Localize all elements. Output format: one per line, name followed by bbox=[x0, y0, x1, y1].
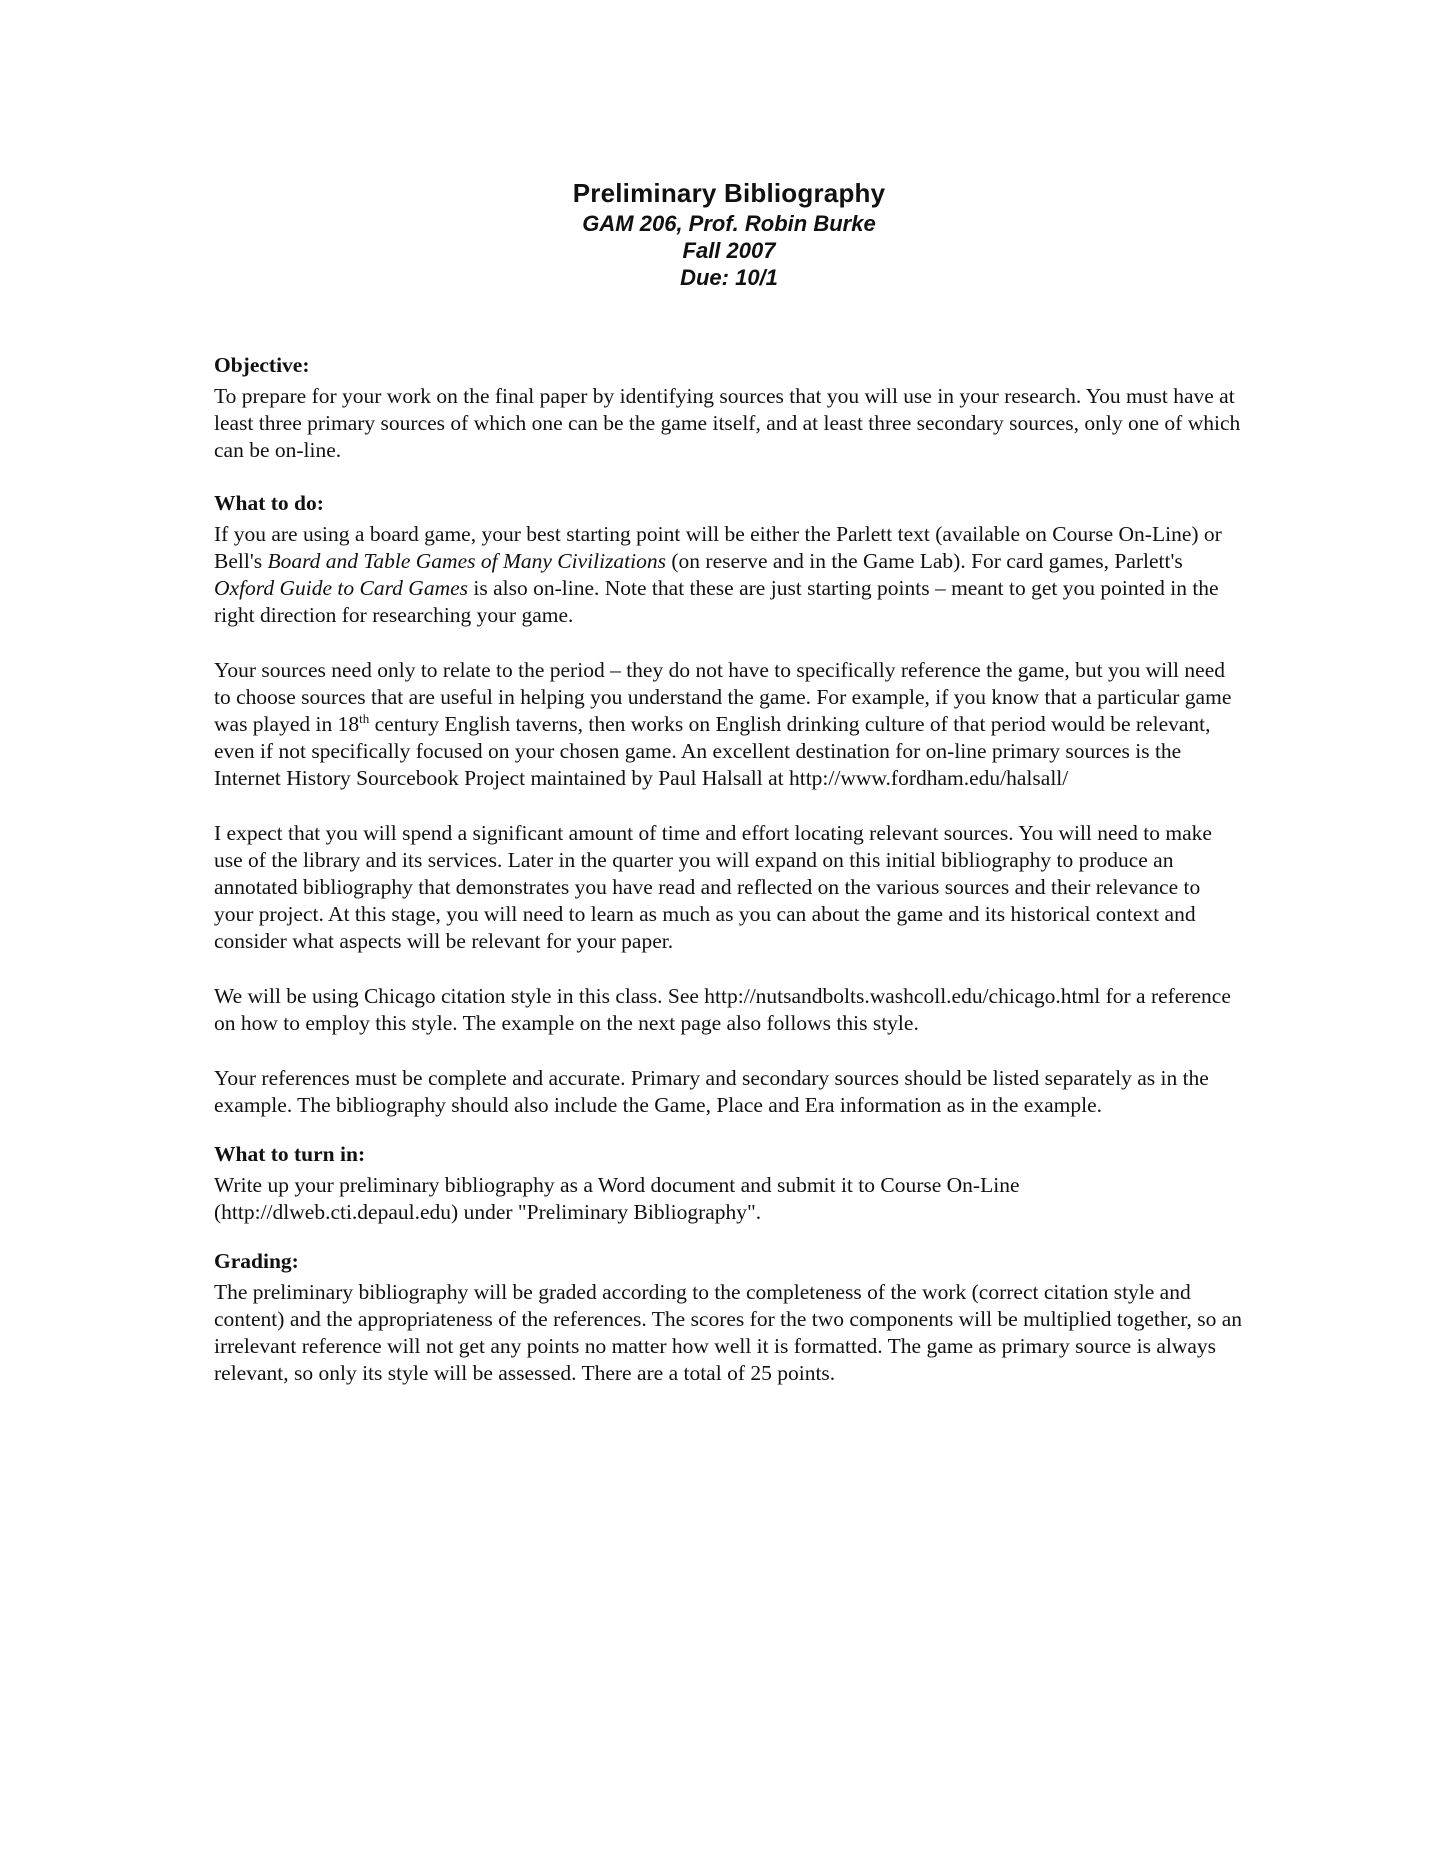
text-run: century English taverns, then works on English drinking culture of that period would be relevant, even if not specifically focused on your chosen game. An excellent destination for on-line primary sources is the Internet History Sourcebook Project maintained by Paul Halsall at http://www.fordham.edu/halsall/ bbox=[214, 712, 1211, 790]
what-to-turn-in-paragraph: Write up your preliminary bibliography as a Word document and submit it to Course On-Line (http://dlweb.cti.depaul.edu) under "Preliminary Bibliography". bbox=[214, 1173, 1020, 1224]
what-to-do-paragraph-2 bbox=[214, 657, 1244, 792]
what-to-do-heading: What to do: bbox=[214, 491, 324, 515]
text-run: If you are using a board game, your best starting point will be either the Parlett text (available on Course On-Line) or Bell's bbox=[214, 522, 1222, 573]
objective-heading: Objective: bbox=[214, 353, 310, 377]
text-run: (on reserve and in the Game Lab). For card games, Parlett's bbox=[666, 549, 1183, 573]
book-title: Oxford Guide to Card Games bbox=[214, 576, 469, 600]
book-title: Board and Table Games of Many Civilizations bbox=[267, 549, 667, 573]
title-block bbox=[214, 176, 1244, 291]
what-to-do-paragraph-1 bbox=[214, 521, 1244, 629]
grading-heading: Grading: bbox=[214, 1249, 299, 1273]
text-run: Your sources need only to relate to the period – they do not have to specifically reference the game, but you will need to choose sources that are useful in helping you understand the game. For example, if you know that a particular game was played in 18 bbox=[214, 658, 1232, 736]
due-date-line: Due: 10/1 bbox=[680, 265, 778, 290]
what-to-do-paragraph-4: We will be using Chicago citation style in this class. See http://nutsandbolts.washcoll.edu/chicago.html for a reference on how to employ this style. The example on the next page also follows this style. bbox=[214, 984, 1231, 1035]
term-line: Fall 2007 bbox=[682, 238, 776, 263]
ordinal-superscript: th bbox=[359, 710, 370, 726]
grading-paragraph: The preliminary bibliography will be graded according to the completeness of the work (correct citation style and content) and the appropriateness of the references. The scores for the two components will be multiplied together, so an irrelevant reference will not get any points no matter how well it is formatted. The game as primary source is always relevant, so only its style will be assessed. There are a total of 25 points. bbox=[214, 1280, 1243, 1385]
document-title: Preliminary Bibliography bbox=[572, 178, 886, 208]
text-run: is also on-line. Note that these are just starting points – meant to get you pointed in the right direction for researching your game. bbox=[214, 576, 1219, 627]
what-to-do-paragraph-5: Your references must be complete and accurate. Primary and secondary sources should be listed separately as in the example. The bibliography should also include the Game, Place and Era information as in the example. bbox=[214, 1066, 1209, 1117]
objective-paragraph: To prepare for your work on the final paper by identifying sources that you will use in your research. You must have at least three primary sources of which one can be the game itself, and at least three secondary sources, only one of which can be on-line. bbox=[214, 384, 1241, 462]
what-to-do-paragraph-3: I expect that you will spend a significant amount of time and effort locating relevant sources. You will need to make use of the library and its services. Later in the quarter you will expand on this initial bibliography to produce an annotated bibliography that demonstrates you have read and reflected on the various sources and their relevance to your project. At this stage, you will need to learn as much as you can about the game and its historical context and consider what aspects will be relevant for your paper. bbox=[214, 821, 1212, 953]
document-body bbox=[214, 352, 1244, 1387]
what-to-turn-in-heading: What to turn in: bbox=[214, 1142, 366, 1166]
course-line: GAM 206, Prof. Robin Burke bbox=[582, 211, 876, 236]
